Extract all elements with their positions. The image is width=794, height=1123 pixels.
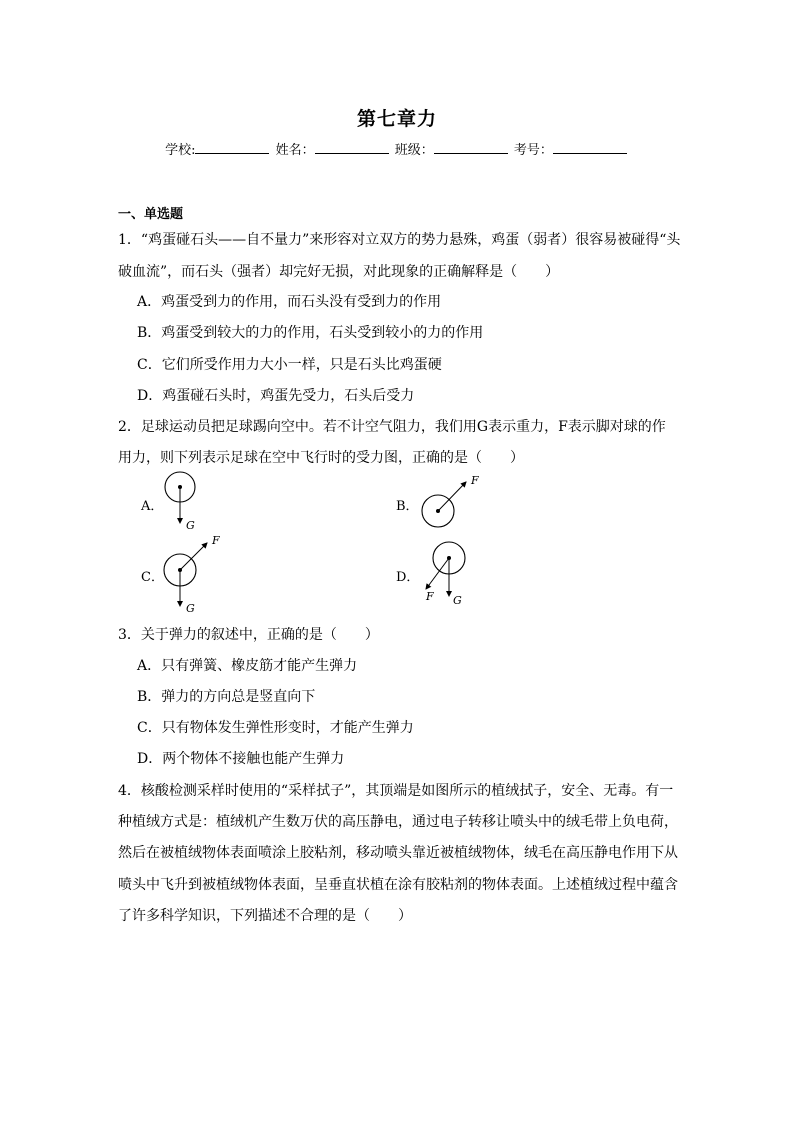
q1-option-c: C．它们所受作用力大小一样，只是石头比鸡蛋硬 — [137, 357, 442, 373]
exam-number-label: 考号： — [513, 143, 553, 158]
kick-force-label: F — [212, 534, 220, 547]
q2-figure-d — [418, 540, 478, 612]
class-blank[interactable] — [434, 141, 508, 154]
kick-force-arrow — [180, 543, 207, 570]
q4-stem-line5: 了许多科学知识，下列描述不合理的是（ ） — [118, 908, 412, 924]
q4-stem-line3: 然后在被植绒物体表面喷涂上胶粘剂，移动喷头靠近被植绒物体，绒毛在高压静电作用下从 — [118, 845, 678, 861]
section-title: 一、单选题 — [118, 207, 184, 222]
school-blank[interactable] — [195, 141, 269, 154]
gravity-label: G — [453, 594, 462, 607]
q1-stem-line2: 破血流”，而石头（强者）却完好无损，对此现象的正确解释是（ ） — [118, 264, 560, 280]
q3-option-a: A．只有弹簧、橡皮筋才能产生弹力 — [137, 658, 358, 674]
name-blank[interactable] — [315, 141, 389, 154]
gravity-label: G — [186, 602, 195, 615]
q1-option-b: B．鸡蛋受到较大的力的作用，石头受到较小的力的作用 — [137, 325, 484, 341]
name-label: 姓名： — [275, 143, 315, 158]
q2-figure-c — [160, 532, 230, 616]
q2-option-c-label: C． — [141, 570, 164, 585]
kick-force-arrow — [438, 482, 466, 511]
q4-stem-line4: 喷头中飞升到被植绒物体表面，呈垂直状植在涂有胶粘剂的物体表面。上述植绒过程中蕴含 — [118, 877, 678, 893]
q2-stem-line2: 用力，则下列表示足球在空中飞行时的受力图，正确的是（ ） — [118, 450, 524, 466]
q3-option-d: D．两个物体不接触也能产生弹力 — [137, 751, 345, 767]
kick-force-label: F — [426, 590, 434, 603]
q2-option-b-label: B． — [396, 499, 419, 514]
exam-number-blank[interactable] — [553, 141, 627, 154]
kick-force-label: F — [471, 474, 479, 487]
school-label: 学校: — [165, 143, 196, 158]
q2-figure-a — [160, 468, 210, 532]
q4-stem-line1: 4．核酸检测采样时使用的“采样拭子”，其顶端是如图所示的植绒拭子，安全、无毒。有一 — [118, 783, 674, 799]
q3-option-b: B．弹力的方向总是竖直向下 — [137, 689, 316, 705]
class-label: 班级： — [394, 143, 434, 158]
q2-figure-b — [418, 470, 488, 532]
q3-stem: 3．关于弹力的叙述中，正确的是（ ） — [118, 627, 379, 643]
q1-option-d: D．鸡蛋碰石头时，鸡蛋先受力，石头后受力 — [137, 388, 415, 404]
gravity-label: G — [186, 519, 195, 532]
student-info-line — [0, 139, 794, 158]
q4-stem-line2: 种植绒方式是：植绒机产生数万伏的高压静电，通过电子转移让喷头中的绒毛带上负电荷， — [118, 814, 678, 830]
q3-option-c: C．只有物体发生弹性形变时，才能产生弹力 — [137, 720, 414, 736]
q1-stem-line1: 1．“鸡蛋碰石头——自不量力”来形容对立双方的势力悬殊，鸡蛋（弱者）很容易被碰得“头 — [118, 232, 681, 248]
page-title: 第七章力 — [356, 108, 437, 130]
q2-stem-line1: 2．足球运动员把足球踢向空中。若不计空气阻力，我们用G表示重力，F表示脚对球的作 — [118, 419, 666, 435]
q2-option-d-label: D． — [396, 570, 420, 585]
q2-option-a-label: A． — [141, 499, 164, 514]
q1-option-a: A．鸡蛋受到力的作用，而石头没有受到力的作用 — [137, 294, 442, 310]
